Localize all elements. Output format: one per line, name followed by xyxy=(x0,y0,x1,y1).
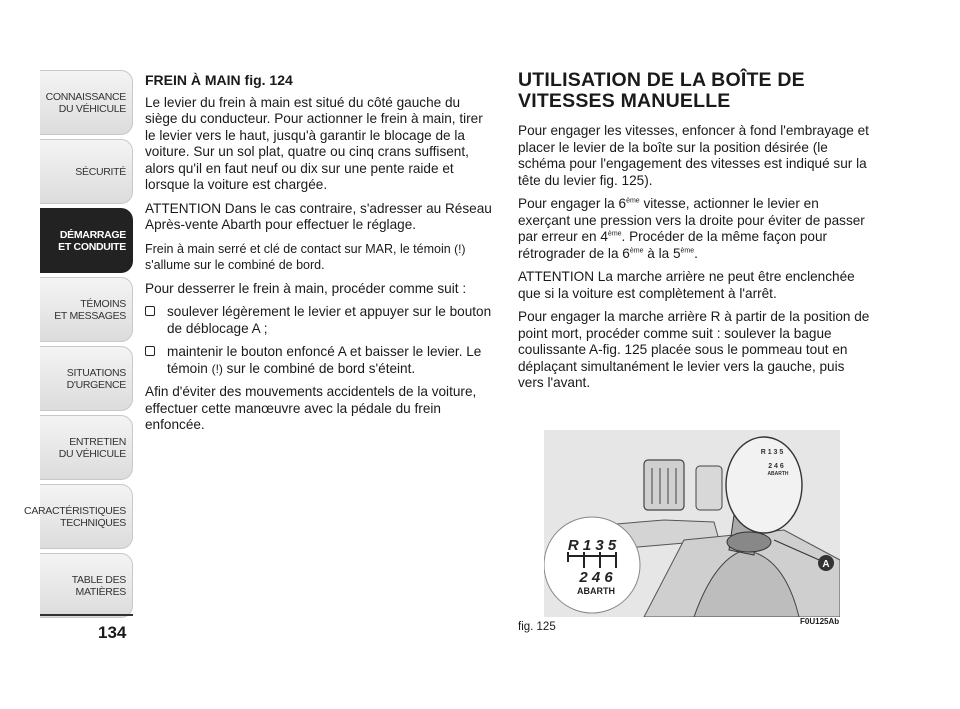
knob-pattern-bottom: 2 4 6 xyxy=(768,463,784,470)
paragraph: Frein à main serré et clé de contact sur MAR, le témoin (!)s'allume sur le combiné de bord. xyxy=(145,241,466,272)
paragraph: Pour engager la marche arrière R à partir de la position de point mort, procéder comme suit : soulever la bague coulissante A-fig. 125 placée sous le pommeau tout en déplaçant simultanément le levier vers la gauche, puis vers l'avant. xyxy=(518,309,870,390)
callout-a: A xyxy=(822,559,830,570)
gear-lever-illustration xyxy=(544,430,840,617)
left-column xyxy=(145,72,495,441)
paragraph: Pour engager la 6ème vitesse, actionner le levier en exerçant une pression vers la droite pour éviter de passer par erreur en 4ème. Procéder de la même façon pour rétrograder de la 6ème à la 5ème. xyxy=(518,196,865,261)
tab-demarrage[interactable]: DÉMARRAGE ET CONDUITE xyxy=(40,208,133,273)
page-number: 134 xyxy=(98,623,127,642)
chapter-tabs xyxy=(24,70,133,622)
tab-connaissance[interactable]: CONNAISSANCE DU VÉHICULE xyxy=(40,70,133,135)
paragraph: ATTENTION La marche arrière ne peut être enclenchée que si la voiture est complètement à l'arrêt. xyxy=(518,269,855,301)
gear-pattern-brand: ABARTH xyxy=(577,586,615,596)
paragraph: Pour desserrer le frein à main, procéder comme suit : xyxy=(145,280,467,296)
tab-table-des-matieres[interactable]: TABLE DES MATIÈRES xyxy=(40,553,133,618)
section-heading-boite: UTILISATION DE LA BOÎTE DE VITESSES MANUELLE xyxy=(518,69,805,112)
gear-pattern-bottom: 2 4 6 xyxy=(579,569,613,586)
knob-pattern-top: R 1 3 5 xyxy=(760,449,784,456)
paragraph: Pour engager les vitesses, enfoncer à fond l'embrayage et placer le levier de la boîte sur la position désirée (le schéma pour l'engagement des vitesses est indiqué sur la tête du levier fig. 125). xyxy=(518,123,869,188)
gear-pattern-top: R 1 3 5 xyxy=(567,537,617,554)
tab-securite[interactable]: SÉCURITÉ xyxy=(40,139,133,204)
sidebar-divider xyxy=(40,614,133,616)
gear-lever-drawing xyxy=(544,430,840,617)
list-item: soulever légèrement le levier et appuyer sur le bouton de déblocage A ; xyxy=(145,304,495,337)
tab-caracteristiques[interactable]: CARACTÉRISTIQUES TECHNIQUES xyxy=(40,484,133,549)
paragraph: ATTENTION Dans le cas contraire, s'adresser au Réseau Après-vente Abarth pour effectuer le réglage. xyxy=(145,200,492,232)
checkbox-bullet-icon xyxy=(145,346,155,356)
checkbox-bullet-icon xyxy=(145,306,155,316)
figure-caption: fig. 125 xyxy=(518,621,556,633)
knob-brand: ABARTH xyxy=(767,471,789,477)
tab-entretien[interactable]: ENTRETIEN DU VÉHICULE xyxy=(40,415,133,480)
section-heading-frein: FREIN À MAIN fig. 124 xyxy=(145,72,293,88)
tab-temoins[interactable]: TÉMOINS ET MESSAGES xyxy=(40,277,133,342)
brake-warning-icon: (!) xyxy=(211,361,223,376)
paragraph: Afin d'éviter des mouvements accidentels de la voiture, effectuer cette manœuvre avec la pédale du frein enfoncée. xyxy=(145,384,477,432)
paragraph: Le levier du frein à main est situé du côté gauche du siège du conducteur. Pour actionner le frein à main, tirer le levier vers le haut, jusqu'à garantir le blocage de la voiture. Sur un sol plat, quatre ou cinq crans suffisent, alors qu'il en faut neuf ou dix sur une pente raide et lorsque la voiture est chargée. xyxy=(145,94,483,192)
tab-situations[interactable]: SITUATIONS D'URGENCE xyxy=(40,346,133,411)
right-column xyxy=(518,70,873,399)
list-item: maintenir le bouton enfoncé A et baisser le levier. Le témoin (!) sur le combiné de bord s'éteint. xyxy=(145,344,495,377)
brake-warning-icon: (!) xyxy=(454,241,466,256)
figure-code: F0U125Ab xyxy=(800,617,840,626)
